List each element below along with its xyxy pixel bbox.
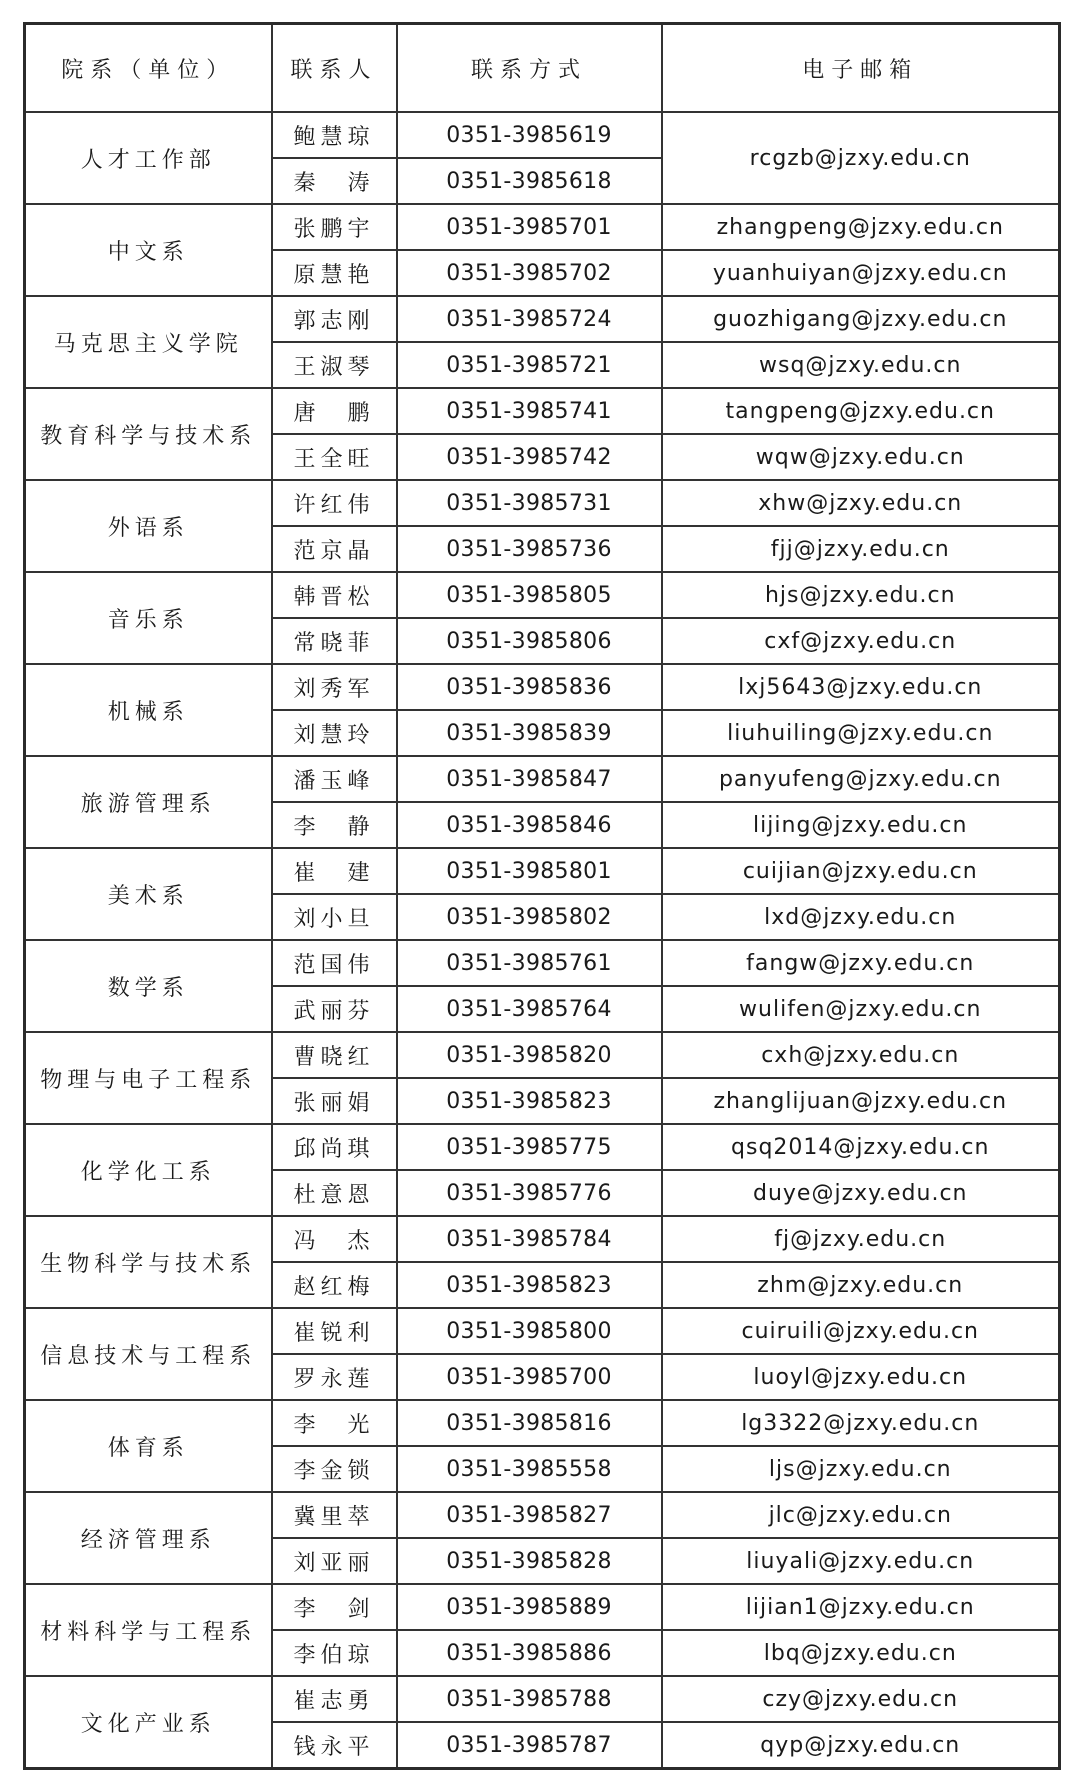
email-cell[interactable]: zhm@jzxy.edu.cn <box>662 1262 1060 1308</box>
table-row <box>25 1032 1060 1078</box>
contact-table <box>23 22 1061 1770</box>
contact-name-cell: 张丽娟 <box>272 1078 397 1124</box>
email-cell[interactable]: qsq2014@jzxy.edu.cn <box>662 1124 1060 1170</box>
contact-name-cell: 刘秀军 <box>272 664 397 710</box>
phone-cell: 0351-3985731 <box>397 480 662 526</box>
department-cell: 信息技术与工程系 <box>25 1308 272 1400</box>
table-row <box>25 1492 1060 1538</box>
email-cell[interactable]: zhanglijuan@jzxy.edu.cn <box>662 1078 1060 1124</box>
contact-name-cell: 曹晓红 <box>272 1032 397 1078</box>
phone-cell: 0351-3985802 <box>397 894 662 940</box>
contact-name-cell: 李 静 <box>272 802 397 848</box>
email-cell[interactable]: ljs@jzxy.edu.cn <box>662 1446 1060 1492</box>
email-cell[interactable]: tangpeng@jzxy.edu.cn <box>662 388 1060 434</box>
phone-cell: 0351-3985823 <box>397 1262 662 1308</box>
phone-cell: 0351-3985619 <box>397 112 662 158</box>
table-row <box>25 572 1060 618</box>
email-cell[interactable]: fangw@jzxy.edu.cn <box>662 940 1060 986</box>
email-cell[interactable]: liuhuiling@jzxy.edu.cn <box>662 710 1060 756</box>
table-row <box>25 756 1060 802</box>
department-cell: 人才工作部 <box>25 112 272 204</box>
email-cell[interactable]: hjs@jzxy.edu.cn <box>662 572 1060 618</box>
table-row <box>25 664 1060 710</box>
phone-cell: 0351-3985886 <box>397 1630 662 1676</box>
header-contact: 联系人 <box>272 24 397 113</box>
contact-name-cell: 王淑琴 <box>272 342 397 388</box>
contact-name-cell: 潘玉峰 <box>272 756 397 802</box>
phone-cell: 0351-3985700 <box>397 1354 662 1400</box>
department-cell: 教育科学与技术系 <box>25 388 272 480</box>
phone-cell: 0351-3985742 <box>397 434 662 480</box>
department-cell: 中文系 <box>25 204 272 296</box>
phone-cell: 0351-3985805 <box>397 572 662 618</box>
contact-name-cell: 刘小旦 <box>272 894 397 940</box>
department-cell: 外语系 <box>25 480 272 572</box>
phone-cell: 0351-3985618 <box>397 158 662 204</box>
contact-name-cell: 崔锐利 <box>272 1308 397 1354</box>
email-cell[interactable]: lg3322@jzxy.edu.cn <box>662 1400 1060 1446</box>
phone-cell: 0351-3985846 <box>397 802 662 848</box>
email-cell[interactable]: xhw@jzxy.edu.cn <box>662 480 1060 526</box>
email-cell[interactable]: panyufeng@jzxy.edu.cn <box>662 756 1060 802</box>
contact-name-cell: 刘慧玲 <box>272 710 397 756</box>
header-phone: 联系方式 <box>397 24 662 113</box>
contact-name-cell: 崔 建 <box>272 848 397 894</box>
contact-name-cell: 李伯琼 <box>272 1630 397 1676</box>
phone-cell: 0351-3985801 <box>397 848 662 894</box>
contact-name-cell: 鲍慧琼 <box>272 112 397 158</box>
email-cell[interactable]: lxd@jzxy.edu.cn <box>662 894 1060 940</box>
table-row <box>25 296 1060 342</box>
email-cell[interactable]: luoyl@jzxy.edu.cn <box>662 1354 1060 1400</box>
email-cell[interactable]: lxj5643@jzxy.edu.cn <box>662 664 1060 710</box>
table-header <box>25 24 1060 113</box>
contact-name-cell: 钱永平 <box>272 1722 397 1769</box>
phone-cell: 0351-3985827 <box>397 1492 662 1538</box>
phone-cell: 0351-3985800 <box>397 1308 662 1354</box>
table-row <box>25 112 1060 158</box>
table-row <box>25 1400 1060 1446</box>
header-email: 电子邮箱 <box>662 24 1060 113</box>
table-row <box>25 204 1060 250</box>
contact-name-cell: 李 光 <box>272 1400 397 1446</box>
phone-cell: 0351-3985764 <box>397 986 662 1032</box>
phone-cell: 0351-3985823 <box>397 1078 662 1124</box>
email-cell[interactable]: lijian1@jzxy.edu.cn <box>662 1584 1060 1630</box>
contact-name-cell: 张鹏宇 <box>272 204 397 250</box>
phone-cell: 0351-3985806 <box>397 618 662 664</box>
email-cell[interactable]: qyp@jzxy.edu.cn <box>662 1722 1060 1769</box>
phone-cell: 0351-3985784 <box>397 1216 662 1262</box>
contact-name-cell: 崔志勇 <box>272 1676 397 1722</box>
email-cell[interactable]: wulifen@jzxy.edu.cn <box>662 986 1060 1032</box>
email-cell[interactable]: duye@jzxy.edu.cn <box>662 1170 1060 1216</box>
table-row <box>25 1216 1060 1262</box>
contact-name-cell: 原慧艳 <box>272 250 397 296</box>
department-cell: 化学化工系 <box>25 1124 272 1216</box>
phone-cell: 0351-3985787 <box>397 1722 662 1769</box>
email-cell[interactable]: liuyali@jzxy.edu.cn <box>662 1538 1060 1584</box>
contact-name-cell: 王全旺 <box>272 434 397 480</box>
phone-cell: 0351-3985836 <box>397 664 662 710</box>
table-row <box>25 940 1060 986</box>
department-cell: 体育系 <box>25 1400 272 1492</box>
header-row <box>25 24 1060 113</box>
contact-name-cell: 刘亚丽 <box>272 1538 397 1584</box>
phone-cell: 0351-3985828 <box>397 1538 662 1584</box>
email-cell[interactable]: guozhigang@jzxy.edu.cn <box>662 296 1060 342</box>
email-cell[interactable]: czy@jzxy.edu.cn <box>662 1676 1060 1722</box>
table-row <box>25 1124 1060 1170</box>
email-cell[interactable]: yuanhuiyan@jzxy.edu.cn <box>662 250 1060 296</box>
department-cell: 材料科学与工程系 <box>25 1584 272 1676</box>
contact-sheet <box>23 22 1058 1770</box>
contact-name-cell: 冯 杰 <box>272 1216 397 1262</box>
email-cell[interactable]: cxh@jzxy.edu.cn <box>662 1032 1060 1078</box>
department-cell: 数学系 <box>25 940 272 1032</box>
table-row <box>25 848 1060 894</box>
contact-name-cell: 唐 鹏 <box>272 388 397 434</box>
email-cell[interactable]: lbq@jzxy.edu.cn <box>662 1630 1060 1676</box>
phone-cell: 0351-3985736 <box>397 526 662 572</box>
contact-name-cell: 李 剑 <box>272 1584 397 1630</box>
contact-name-cell: 常晓菲 <box>272 618 397 664</box>
department-cell: 生物科学与技术系 <box>25 1216 272 1308</box>
department-cell: 美术系 <box>25 848 272 940</box>
phone-cell: 0351-3985788 <box>397 1676 662 1722</box>
phone-cell: 0351-3985889 <box>397 1584 662 1630</box>
contact-name-cell: 秦 涛 <box>272 158 397 204</box>
contact-name-cell: 李金锁 <box>272 1446 397 1492</box>
contact-name-cell: 郭志刚 <box>272 296 397 342</box>
phone-cell: 0351-3985839 <box>397 710 662 756</box>
contact-name-cell: 范国伟 <box>272 940 397 986</box>
table-row <box>25 1584 1060 1630</box>
contact-name-cell: 邱尚琪 <box>272 1124 397 1170</box>
email-cell[interactable]: cuijian@jzxy.edu.cn <box>662 848 1060 894</box>
department-cell: 音乐系 <box>25 572 272 664</box>
contact-name-cell: 韩晋松 <box>272 572 397 618</box>
email-cell[interactable]: fjj@jzxy.edu.cn <box>662 526 1060 572</box>
contact-name-cell: 武丽芬 <box>272 986 397 1032</box>
header-department: 院系（单位） <box>25 24 272 113</box>
department-cell: 文化产业系 <box>25 1676 272 1769</box>
phone-cell: 0351-3985761 <box>397 940 662 986</box>
contact-name-cell: 冀里萃 <box>272 1492 397 1538</box>
phone-cell: 0351-3985820 <box>397 1032 662 1078</box>
contact-name-cell: 罗永莲 <box>272 1354 397 1400</box>
phone-cell: 0351-3985741 <box>397 388 662 434</box>
email-cell[interactable]: cuiruili@jzxy.edu.cn <box>662 1308 1060 1354</box>
phone-cell: 0351-3985724 <box>397 296 662 342</box>
email-cell[interactable]: jlc@jzxy.edu.cn <box>662 1492 1060 1538</box>
email-cell[interactable]: zhangpeng@jzxy.edu.cn <box>662 204 1060 250</box>
phone-cell: 0351-3985776 <box>397 1170 662 1216</box>
contact-name-cell: 范京晶 <box>272 526 397 572</box>
phone-cell: 0351-3985721 <box>397 342 662 388</box>
phone-cell: 0351-3985701 <box>397 204 662 250</box>
email-cell[interactable]: cxf@jzxy.edu.cn <box>662 618 1060 664</box>
email-cell[interactable]: wsq@jzxy.edu.cn <box>662 342 1060 388</box>
table-row <box>25 1676 1060 1722</box>
email-cell[interactable]: rcgzb@jzxy.edu.cn <box>662 112 1060 204</box>
table-row <box>25 480 1060 526</box>
table-body <box>25 112 1060 1769</box>
department-cell: 旅游管理系 <box>25 756 272 848</box>
contact-name-cell: 许红伟 <box>272 480 397 526</box>
contact-name-cell: 杜意恩 <box>272 1170 397 1216</box>
table-row <box>25 1308 1060 1354</box>
contact-name-cell: 赵红梅 <box>272 1262 397 1308</box>
phone-cell: 0351-3985775 <box>397 1124 662 1170</box>
phone-cell: 0351-3985558 <box>397 1446 662 1492</box>
phone-cell: 0351-3985816 <box>397 1400 662 1446</box>
department-cell: 机械系 <box>25 664 272 756</box>
email-cell[interactable]: fj@jzxy.edu.cn <box>662 1216 1060 1262</box>
table-row <box>25 388 1060 434</box>
email-cell[interactable]: wqw@jzxy.edu.cn <box>662 434 1060 480</box>
phone-cell: 0351-3985847 <box>397 756 662 802</box>
department-cell: 经济管理系 <box>25 1492 272 1584</box>
department-cell: 物理与电子工程系 <box>25 1032 272 1124</box>
department-cell: 马克思主义学院 <box>25 296 272 388</box>
phone-cell: 0351-3985702 <box>397 250 662 296</box>
email-cell[interactable]: lijing@jzxy.edu.cn <box>662 802 1060 848</box>
